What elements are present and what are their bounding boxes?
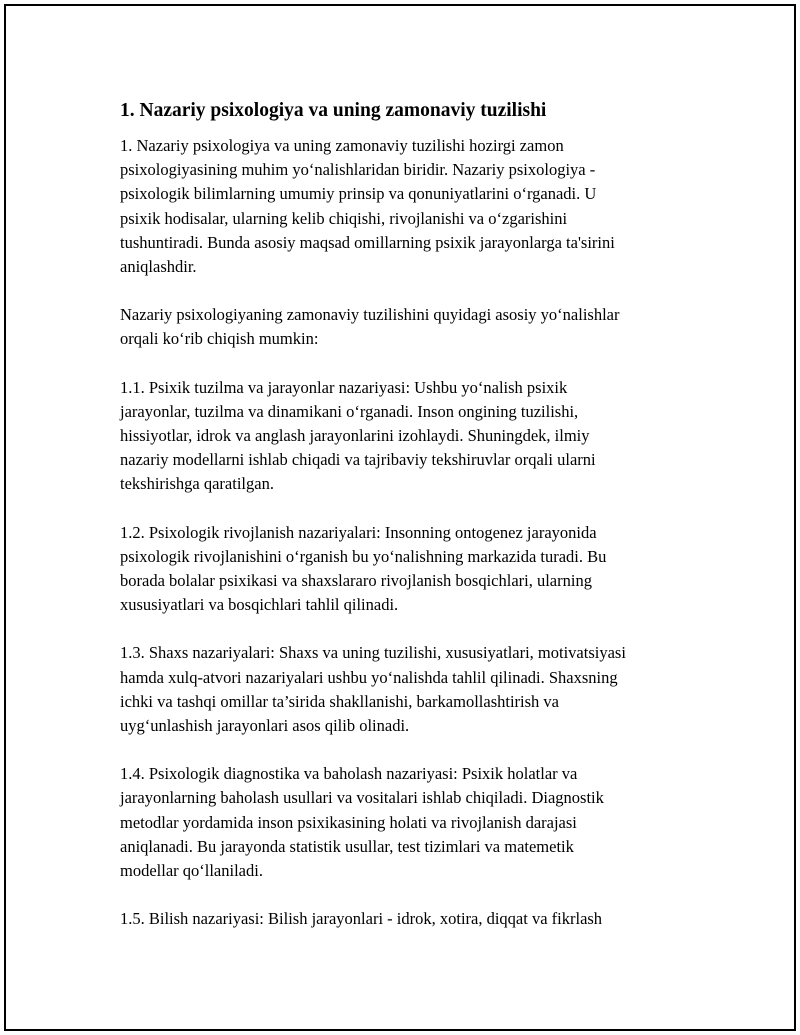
paragraph-section-1-2 bbox=[120, 521, 686, 618]
text-line: hissiyotlar, idrok va anglash jarayonlarini izohlaydi. Shuningdek, ilmiy bbox=[120, 426, 590, 446]
paragraph-overview bbox=[120, 303, 686, 351]
text-line: psixologik rivojlanishini o‘rganish bu yo‘nalishning markazida turadi. Bu bbox=[120, 546, 607, 566]
text-line: tekshirishga qaratilgan. bbox=[120, 474, 274, 494]
paragraph-section-1-3 bbox=[120, 641, 686, 738]
paragraph-section-1-5 bbox=[120, 907, 686, 931]
document-heading: 1. Nazariy psixologiya va uning zamonaviy tuzilishi bbox=[120, 100, 547, 121]
text-line: hamda xulq-atvori nazariyalari ushbu yo‘nalishda tahlil qilinadi. Shaxsning bbox=[120, 667, 618, 687]
text-line: ichki va tashqi omillar ta’sirida shakllanishi, barkamollashtirish va bbox=[120, 691, 559, 711]
text-line: jarayonlarning baholash usullari va vositalari ishlab chiqiladi. Diagnostik bbox=[120, 788, 604, 808]
text-line: Nazariy psixologiyaning zamonaviy tuzilishini quyidagi asosiy yo‘nalishlar bbox=[120, 305, 620, 325]
paragraph-section-1-1 bbox=[120, 376, 686, 497]
text-line: 1.4. Psixologik diagnostika va baholash nazariyasi: Psixik holatlar va bbox=[120, 764, 578, 784]
page bbox=[4, 4, 796, 1031]
text-line: tushuntiradi. Bunda asosiy maqsad omillarning psixik jarayonlarga ta'sirini bbox=[120, 232, 615, 252]
text-line: psixologik bilimlarning umumiy prinsip va qonuniyatlarini o‘rganadi. U bbox=[120, 184, 597, 204]
text-line: uyg‘unlashish jarayonlari asos qilib olinadi. bbox=[120, 716, 410, 736]
text-line: 1.2. Psixologik rivojlanish nazariyalari: Insonning ontogenez jarayonida bbox=[120, 522, 597, 542]
text-line: orqali ko‘rib chiqish mumkin: bbox=[120, 329, 319, 349]
text-line: psixik hodisalar, ularning kelib chiqishi, rivojlanishi va o‘zgarishini bbox=[120, 208, 568, 228]
text-line: aniqlanadi. Bu jarayonda statistik usullar, test tizimlari va matemetik bbox=[120, 836, 574, 856]
text-line: 1. Nazariy psixologiya va uning zamonaviy tuzilishi hozirgi zamon bbox=[120, 136, 564, 155]
text-line: metodlar yordamida inson psixikasining holati va rivojlanish darajasi bbox=[120, 812, 577, 832]
text-line: 1.1. Psixik tuzilma va jarayonlar nazariyasi: Ushbu yo‘nalish psixik bbox=[120, 377, 568, 397]
document-body bbox=[120, 98, 686, 955]
text-line: 1.5. Bilish nazariyasi: Bilish jarayonlari - idrok, xotira, diqqat va fikrlash bbox=[120, 909, 603, 929]
text-line: borada bolalar psixikasi va shaxslararo rivojlanish bosqichlari, ularning bbox=[120, 571, 592, 591]
paragraph-section-1-4 bbox=[120, 762, 686, 883]
text-line: aniqlashdir. bbox=[120, 257, 197, 277]
paragraph-intro bbox=[120, 134, 686, 279]
text-line: xususiyatlari va bosqichlari tahlil qilinadi. bbox=[120, 595, 399, 615]
text-line: modellar qo‘llaniladi. bbox=[120, 861, 263, 881]
text-line: nazariy modellarni ishlab chiqadi va tajribaviy tekshiruvlar orqali ularni bbox=[120, 450, 596, 470]
text-line: psixologiyasining muhim yo‘nalishlaridan biridir. Nazariy psixologiya - bbox=[120, 160, 596, 180]
text-line: 1.3. Shaxs nazariyalari: Shaxs va uning tuzilishi, xususiyatlari, motivatsiyasi bbox=[120, 643, 626, 663]
text-line: jarayonlar, tuzilma va dinamikani o‘rganadi. Inson ongining tuzilishi, bbox=[120, 401, 579, 421]
